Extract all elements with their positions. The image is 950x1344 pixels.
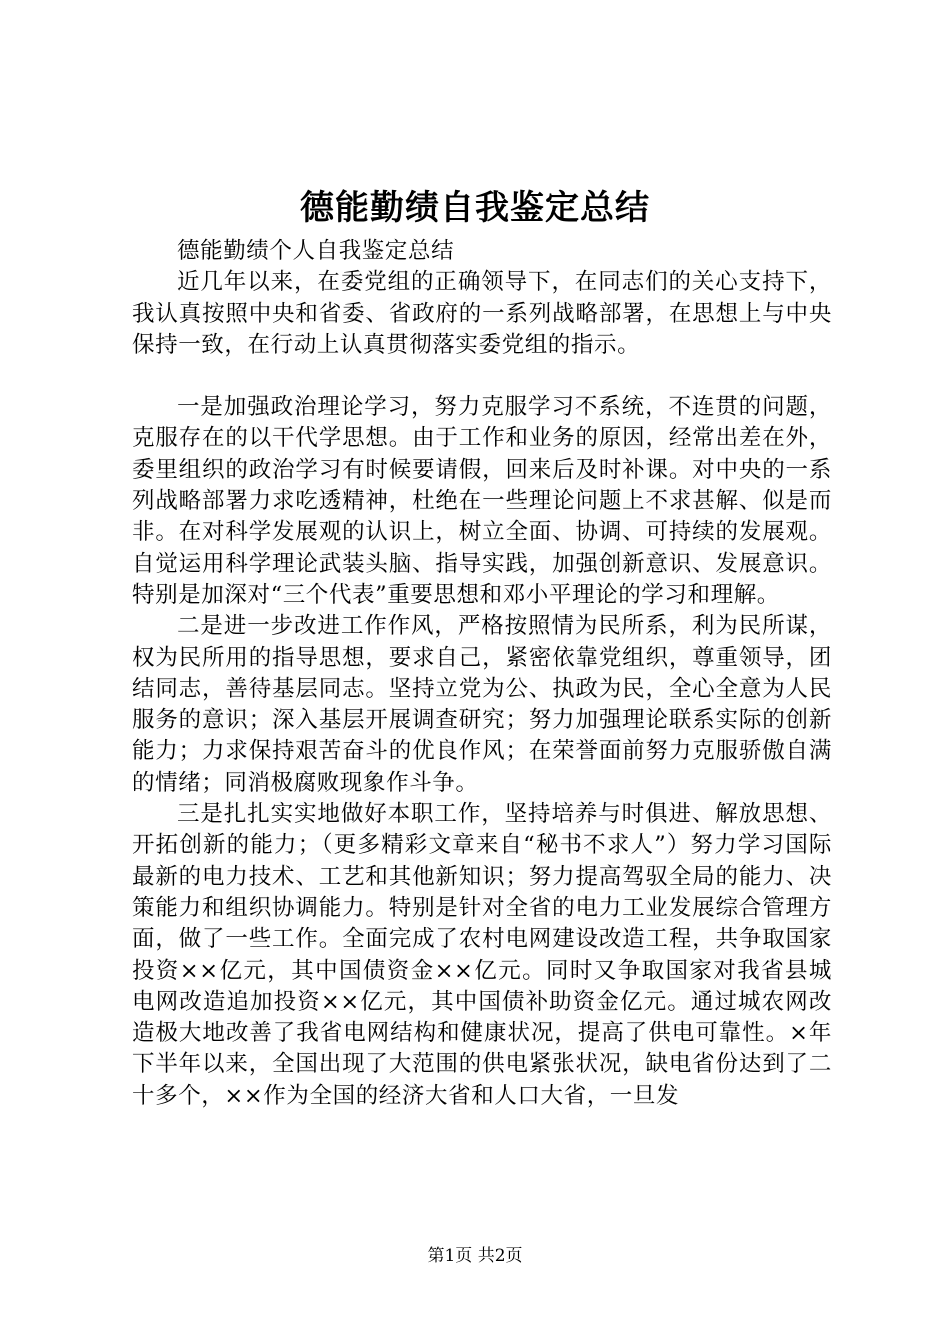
- document-body: [132, 236, 832, 1112]
- paragraph-3: 三是扎扎实实地做好本职工作，坚持培养与时俱进、解放思想、开拓创新的能力；（更多精彩文章来自“秘书不求人”）努力学习国际最新的电力技术、工艺和其他新知识；努力提高驾驭全局的能力、决策能力和组织协调能力。特别是针对全省的电力工业发展综合管理方面，做了一些工作。全面完成了农村电网建设改造工程，共争取国家投资××亿元，其中国债资金××亿元。同时又争取国家对我省县城电网改造追加投资××亿元，其中国债补助资金亿元。通过城农网改造极大地改善了我省电网结构和健康状况，提高了供电可靠性。×年下半年以来，全国出现了大范围的供电紧张状况，缺电省份达到了二十多个，××作为全国的经济大省和人口大省，一旦发: [132, 801, 832, 1109]
- paragraph-spacer: [132, 361, 832, 392]
- document-subtitle: 德能勤绩个人自我鉴定总结: [177, 238, 455, 264]
- paragraph-1: 一是加强政治理论学习，努力克服学习不系统，不连贯的问题，克服存在的以干代学思想。由于工作和业务的原因，经常出差在外，委里组织的政治学习有时候要请假，回来后及时补课。对中央的一系列战略部署力求吃透精神，杜绝在一些理论问题上不求甚解、似是而非。在对科学发展观的认识上，树立全面、协调、可持续的发展观。自觉运用科学理论武装头脑、指导实践，加强创新意识、发展意识。特别是加深对“三个代表”重要思想和邓小平理论的学习和理解。: [132, 394, 832, 608]
- paragraph-2: 二是进一步改进工作作风，严格按照情为民所系，利为民所谋，权为民所用的指导思想，要求自己，紧密依靠党组织，尊重领导，团结同志，善待基层同志。坚持立党为公、执政为民，全心全意为人民服务的意识；深入基层开展调查研究；努力加强理论联系实际的创新能力；力求保持艰苦奋斗的优良作风；在荣誉面前努力克服骄傲自满的情绪；同消极腐败现象作斗争。: [132, 613, 832, 796]
- paragraph-intro: 近几年以来，在委党组的正确领导下，在同志们的关心支持下，我认真按照中央和省委、省政府的一系列战略部署，在思想上与中央保持一致，在行动上认真贯彻落实委党组的指示。: [132, 269, 832, 358]
- page-footer: 第1页 共2页: [427, 1246, 523, 1266]
- document-title: 德能勤绩自我鉴定总结: [300, 188, 650, 228]
